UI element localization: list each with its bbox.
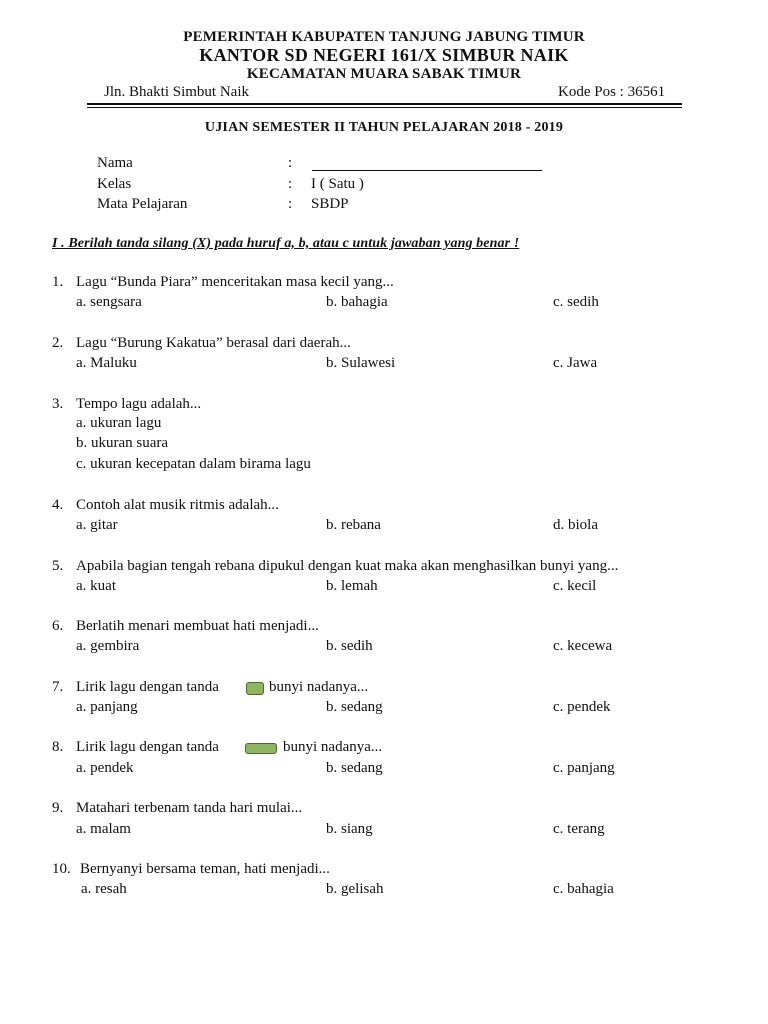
header-postal-code: Kode Pos : 36561: [558, 84, 666, 100]
header-district: KECAMATAN MUARA SABAK TIMUR: [246, 66, 522, 82]
question-4-text: Contoh alat musik ritmis adalah...: [76, 497, 279, 513]
question-8-option-c[interactable]: c. panjang: [553, 760, 615, 776]
header-address: Jln. Bhakti Simbut Naik: [104, 84, 250, 100]
question-7-text-end: bunyi nadanya...: [269, 679, 369, 695]
header-government: PEMERINTAH KABUPATEN TANJUNG JABUNG TIMUR: [183, 29, 585, 45]
question-1-option-a[interactable]: a. sengsara: [76, 294, 142, 310]
identity-subject-value: SBDP: [311, 196, 349, 212]
header-school: KANTOR SD NEGERI 161/X SIMBUR NAIK: [199, 45, 569, 65]
identity-name-colon: :: [288, 155, 293, 171]
identity-name-blank-line[interactable]: [312, 170, 542, 171]
question-6-option-b[interactable]: b. sedih: [326, 638, 373, 654]
question-5-option-a[interactable]: a. kuat: [76, 578, 116, 594]
question-5-option-b[interactable]: b. lemah: [326, 578, 378, 594]
question-10-option-c[interactable]: c. bahagia: [553, 881, 614, 897]
question-7-option-a[interactable]: a. panjang: [76, 699, 138, 715]
question-6-text: Berlatih menari membuat hati menjadi...: [76, 618, 319, 634]
identity-subject-colon: :: [288, 196, 293, 212]
identity-class-value: I ( Satu ): [311, 176, 364, 192]
question-5-text: Apabila bagian tengah rebana dipukul dengan kuat maka akan menghasilkan bunyi yang...: [76, 558, 619, 574]
question-10-option-a[interactable]: a. resah: [81, 881, 127, 897]
question-10-number: 10.: [52, 861, 71, 877]
question-2-option-b[interactable]: b. Sulawesi: [326, 355, 396, 371]
question-7-option-b[interactable]: b. sedang: [326, 699, 383, 715]
question-7-number: 7.: [52, 679, 64, 695]
question-9-number: 9.: [52, 800, 64, 816]
identity-subject-label: Mata Pelajaran: [97, 196, 188, 212]
exam-title: UJIAN SEMESTER II TAHUN PELAJARAN 2018 - 2019: [204, 120, 564, 135]
question-8-option-b[interactable]: b. sedang: [326, 760, 383, 776]
short-note-icon: [246, 682, 264, 695]
question-2-option-a[interactable]: a. Maluku: [76, 355, 137, 371]
question-1-option-b[interactable]: b. bahagia: [326, 294, 388, 310]
header-divider-thin: [87, 107, 682, 108]
question-8-number: 8.: [52, 739, 64, 755]
question-4-option-a[interactable]: a. gitar: [76, 517, 118, 533]
question-8-option-a[interactable]: a. pendek: [76, 760, 134, 776]
question-2-number: 2.: [52, 335, 64, 351]
question-3-number: 3.: [52, 396, 64, 412]
section-instruction: I . Berilah tanda silang (X) pada huruf a, b, atau c untuk jawaban yang benar !: [52, 236, 520, 251]
question-1-text: Lagu “Bunda Piara” menceritakan masa kecil yang...: [76, 274, 394, 290]
question-7-option-c[interactable]: c. pendek: [553, 699, 611, 715]
question-4-option-b[interactable]: b. rebana: [326, 517, 381, 533]
long-note-icon: [245, 743, 277, 754]
question-8-text: Lirik lagu dengan tanda: [76, 739, 219, 755]
question-5-number: 5.: [52, 558, 64, 574]
question-9-option-a[interactable]: a. malam: [76, 821, 131, 837]
question-8-text-end: bunyi nadanya...: [283, 739, 383, 755]
question-5-option-c[interactable]: c. kecil: [553, 578, 597, 594]
question-3-option-c[interactable]: c. ukuran kecepatan dalam birama lagu: [76, 456, 311, 472]
identity-class-colon: :: [288, 176, 293, 192]
question-6-number: 6.: [52, 618, 64, 634]
question-2-option-c[interactable]: c. Jawa: [553, 355, 598, 371]
question-9-option-b[interactable]: b. siang: [326, 821, 373, 837]
question-10-option-b[interactable]: b. gelisah: [326, 881, 384, 897]
question-9-option-c[interactable]: c. terang: [553, 821, 605, 837]
question-10-text: Bernyanyi bersama teman, hati menjadi...: [80, 861, 330, 877]
question-9-text: Matahari terbenam tanda hari mulai...: [76, 800, 303, 816]
question-1-option-c[interactable]: c. sedih: [553, 294, 599, 310]
question-4-number: 4.: [52, 497, 64, 513]
question-4-option-d[interactable]: d. biola: [553, 517, 598, 533]
header-divider-thick: [87, 103, 682, 105]
question-7-text: Lirik lagu dengan tanda: [76, 679, 219, 695]
question-3-option-a[interactable]: a. ukuran lagu: [76, 415, 162, 431]
question-6-option-c[interactable]: c. kecewa: [553, 638, 613, 654]
question-3-option-b[interactable]: b. ukuran suara: [76, 435, 169, 451]
question-1-number: 1.: [52, 274, 64, 290]
question-6-option-a[interactable]: a. gembira: [76, 638, 140, 654]
question-2-text: Lagu “Burung Kakatua” berasal dari daerah...: [76, 335, 351, 351]
identity-name-label: Nama: [97, 155, 133, 171]
question-3-text: Tempo lagu adalah...: [76, 396, 202, 412]
identity-class-label: Kelas: [97, 176, 132, 192]
